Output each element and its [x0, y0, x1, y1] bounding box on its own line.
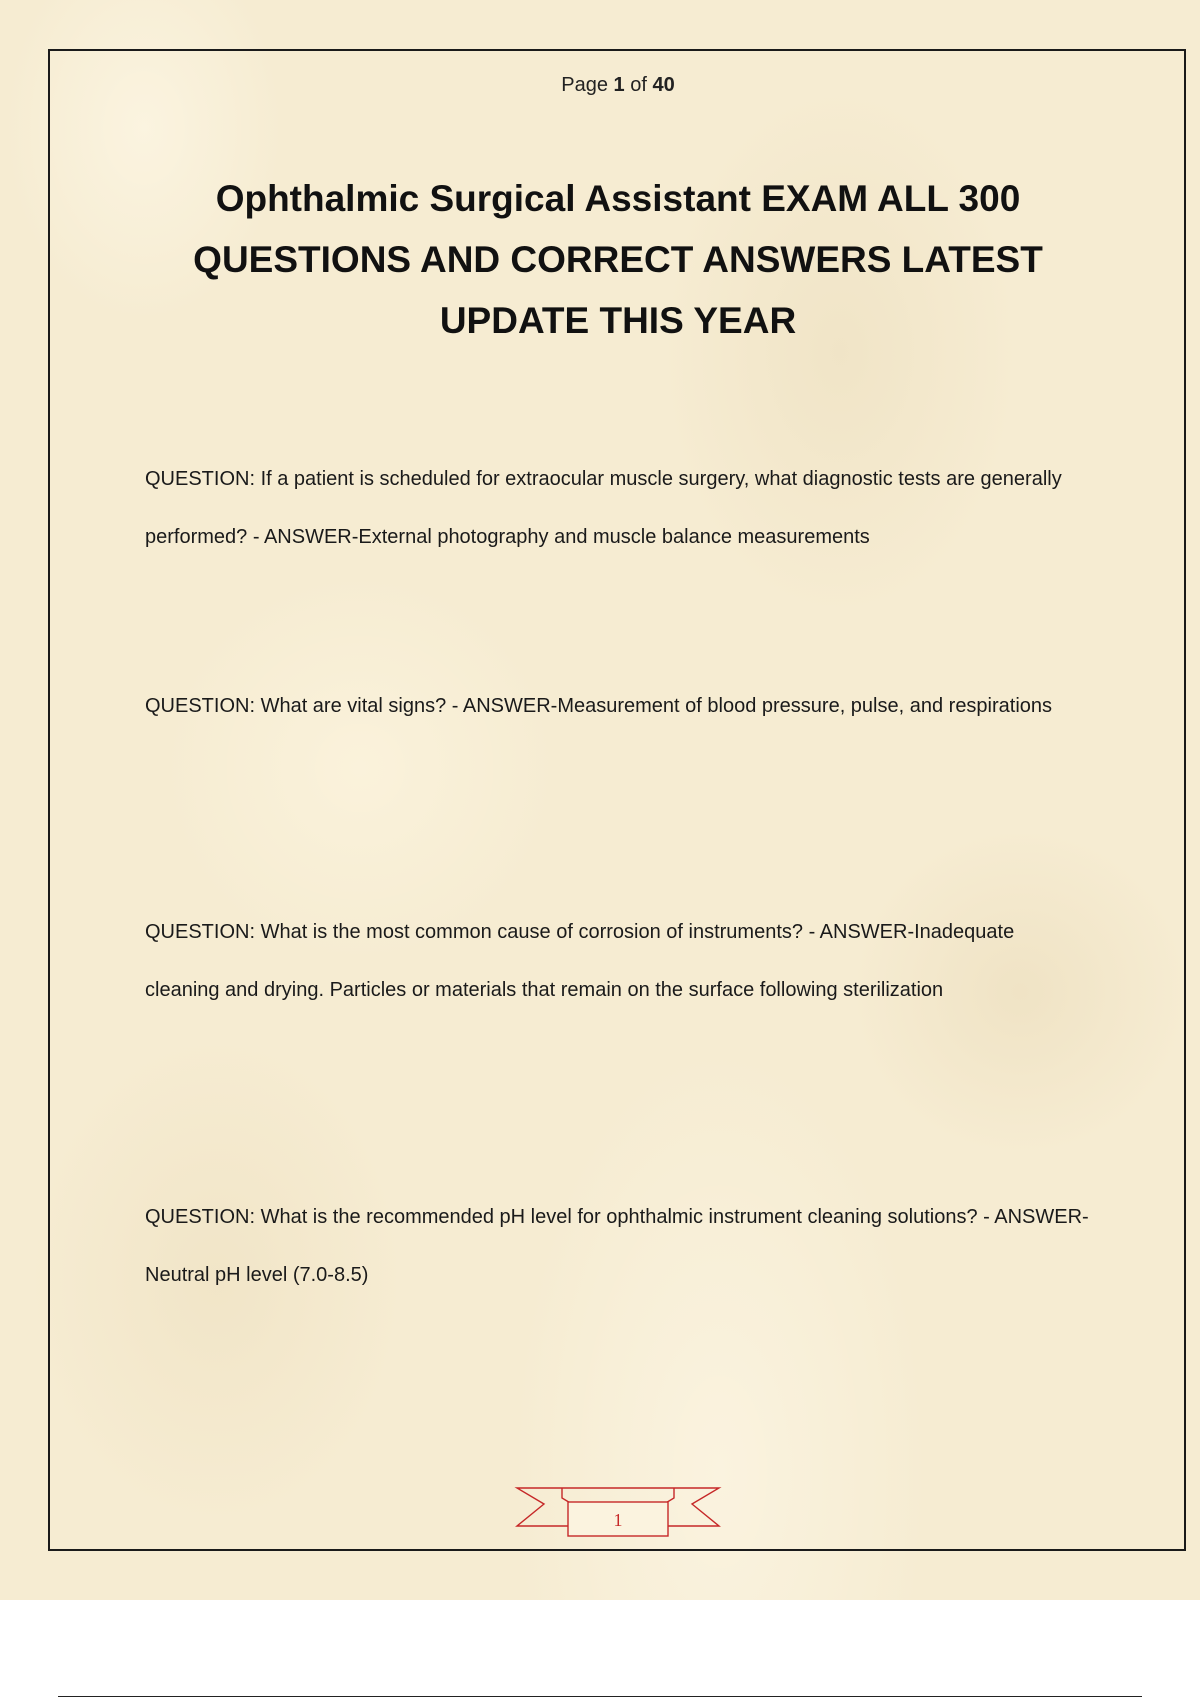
footer-divider — [58, 1696, 1142, 1697]
page-number: 1 — [613, 1510, 623, 1530]
qa-item: QUESTION: If a patient is scheduled for extraocular muscle surgery, what diagnostic tests are generally performed? - ANSWER-External photography and muscle balance measurements — [145, 468, 1062, 548]
qa-item: QUESTION: What are vital signs? - ANSWER-Measurement of blood pressure, pulse, and respirations — [145, 695, 1053, 717]
page-number-ribbon — [512, 1480, 724, 1542]
page-counter-prefix: Page — [561, 74, 608, 96]
document-title: Ophthalmic Surgical Assistant EXAM ALL 300 QUESTIONS AND CORRECT ANSWERS LATEST UPDATE THIS YEAR — [193, 178, 1043, 341]
qa-item: QUESTION: What is the most common cause of corrosion of instruments? - ANSWER-Inadequate cleaning and drying. Particles or materials that remain on the surface following sterilization — [145, 921, 1015, 1001]
page-counter-current: 1 — [613, 74, 625, 96]
qa-item: QUESTION: What is the recommended pH level for ophthalmic instrument cleaning solutions? - ANSWER-Neutral pH level (7.0-8.5) — [145, 1206, 1089, 1286]
page-counter-total: 40 — [652, 74, 675, 96]
page-counter — [0, 74, 1200, 97]
page-counter-separator: of — [630, 74, 647, 96]
